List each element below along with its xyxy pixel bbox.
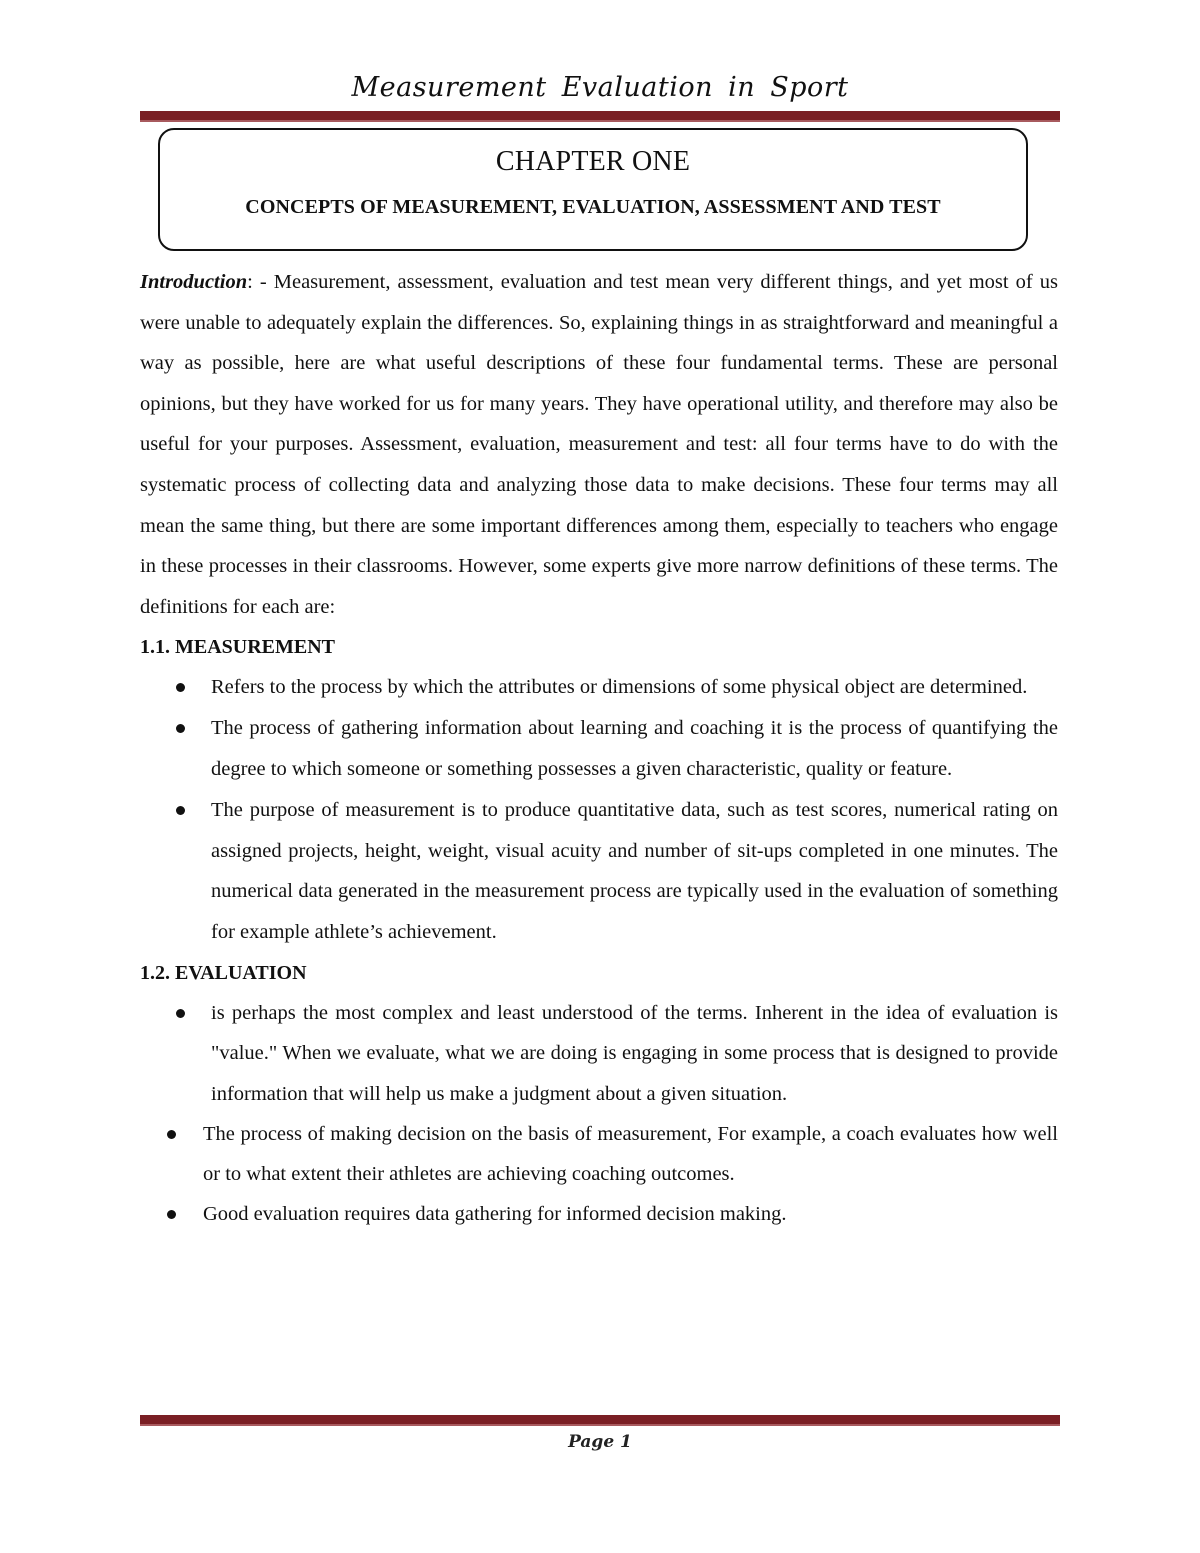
bullet-icon — [176, 683, 185, 692]
chapter-subtitle: CONCEPTS OF MEASUREMENT, EVALUATION, ASSESSMENT AND TEST — [245, 196, 941, 218]
section-heading-measurement: 1.1. MEASUREMENT — [140, 636, 336, 659]
list-item — [140, 667, 1058, 708]
bullet-text: The process of making decision on the basis of measurement, For example, a coach evaluates how well or to what extent their athletes are achieving coaching outcomes. — [203, 1122, 1058, 1186]
page-content — [140, 262, 1058, 1235]
section-heading-evaluation: 1.2. EVALUATION — [140, 961, 307, 984]
chapter-title: CHAPTER ONE — [495, 146, 691, 177]
introduction-text: : - Measurement, assessment, evaluation and test mean very different things, and yet most of us were unable to adequately explain the differences. So, explaining things in as straightforward and meaningful a way as possible, here are what useful descriptions of these four fundamental terms. These are personal opinions, but they have worked for us for many years. They have operational utility, and therefore may also be useful for your purposes. Assessment, evaluation, measurement and test: all four terms have to do with the systematic process of collecting data and analyzing those data to make decisions. These four terms may all mean the same thing, but there are some important differences among them, especially to teachers who engage in these processes in their classrooms. However, some experts give more narrow definitions of these terms. The definitions for each are: — [140, 271, 1058, 618]
bullet-icon — [176, 724, 185, 733]
measurement-bullet-list — [140, 667, 1058, 953]
list-item — [140, 708, 1058, 790]
evaluation-bullet-list — [140, 993, 1058, 1114]
introduction-paragraph — [140, 262, 1058, 627]
bullet-icon — [167, 1210, 176, 1219]
bullet-text: is perhaps the most complex and least understood of the terms. Inherent in the idea of evaluation is "value." When we evaluate, what we are doing is engaging in some process that is designed to provide information that will help us make a judgment about a given situation. — [211, 1001, 1058, 1105]
introduction-label: Introduction — [140, 271, 248, 293]
list-item — [140, 790, 1058, 953]
bullet-icon — [167, 1130, 176, 1139]
bullet-text: The purpose of measurement is to produce quantitative data, such as test scores, numerical rating on assigned projects, height, weight, visual acuity and number of sit-ups completed in one minutes. The numerical data generated in the measurement process are typically used in the evaluation of something for example athlete’s achievement. — [211, 798, 1058, 944]
list-item — [140, 993, 1058, 1114]
page-number: Page 1 — [568, 1432, 632, 1452]
footer-rule — [140, 1415, 1060, 1426]
bullet-text: Good evaluation requires data gathering for informed decision making. — [203, 1203, 787, 1226]
bullet-icon — [176, 1009, 185, 1018]
evaluation-bullet-list-continued — [140, 1114, 1058, 1235]
bullet-icon — [176, 806, 185, 815]
list-item — [140, 1194, 1058, 1234]
header-rule — [140, 111, 1060, 122]
bullet-text: The process of gathering information about learning and coaching it is the process of quantifying the degree to which someone or something possesses a given characteristic, quality or feature. — [211, 717, 1058, 780]
running-header-title: Measurement Evaluation in Sport — [351, 72, 849, 103]
bullet-text: Refers to the process by which the attributes or dimensions of some physical object are determined. — [211, 676, 1028, 699]
chapter-title-box — [158, 128, 1028, 251]
list-item — [140, 1114, 1058, 1195]
